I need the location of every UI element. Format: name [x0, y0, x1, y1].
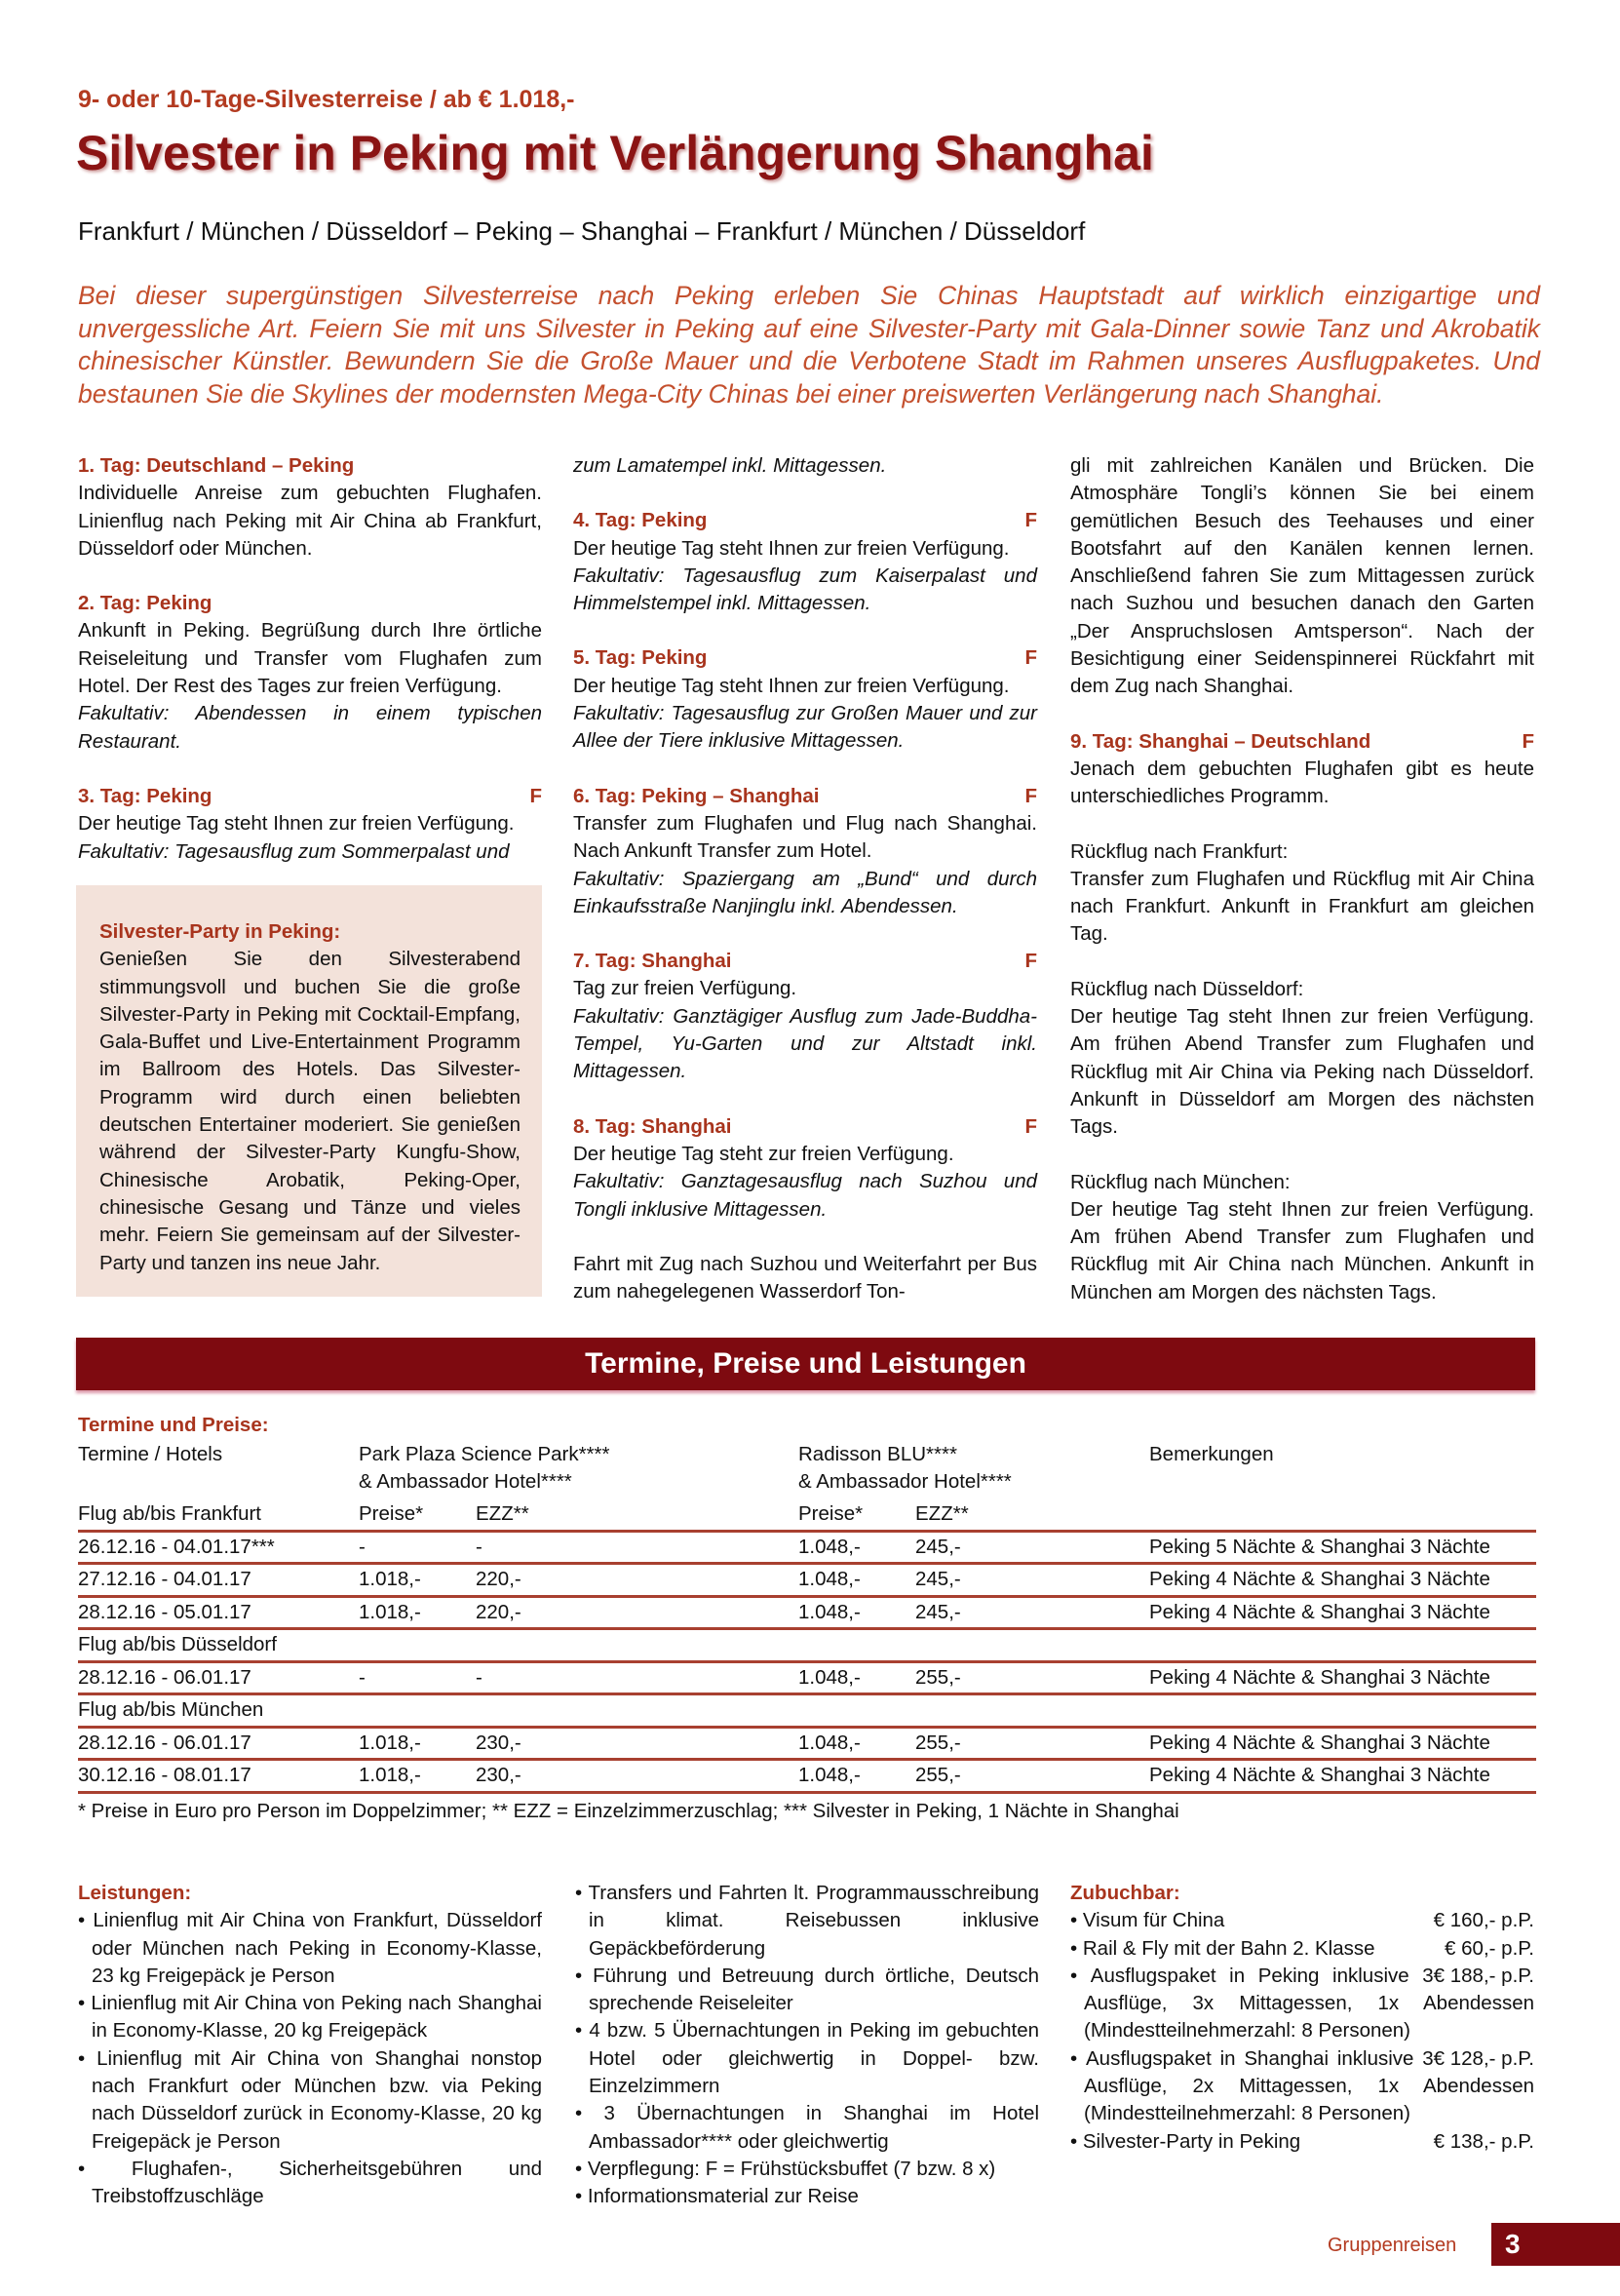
list-item: • Linienflug mit Air China von Peking nach Shanghai in Economy-Klasse, 20 kg Freigepäck [78, 1990, 542, 2045]
section-banner: Termine, Preise und Leistungen [76, 1338, 1535, 1390]
meal-code: F [1024, 950, 1037, 973]
meal-code: F [1522, 729, 1534, 753]
paragraph: Der heutige Tag steht Ihnen zur freien Verfügung. Am frühen Abend Transfer zum Flughafen und Rückflug mit Air China nach München. Ankunft in München am Morgen des nächsten Tags. [1070, 1197, 1534, 1304]
day-heading [573, 1113, 1037, 1141]
meal-code: F [1024, 646, 1037, 670]
table-row [78, 1729, 1536, 1762]
day-title: 6. Tag: Peking – Shanghai [573, 784, 820, 807]
price-table [78, 1414, 1536, 1794]
table-cell: 245,- [915, 1568, 961, 1591]
spacer [573, 920, 1037, 948]
table-cell: 255,- [915, 1764, 961, 1787]
paragraph: Jenach dem gebuchten Flughafen gibt es heute unterschiedliches Programm. [1070, 757, 1534, 808]
party-box-title: Silvester-Party in Peking: [99, 920, 341, 943]
zubuchbar-list [1070, 1907, 1534, 2156]
day-heading [1070, 728, 1534, 756]
paragraph: Fahrt mit Zug nach Suzhou und Weiterfahrt per Bus zum nahegelegenen Wasserdorf Ton- [573, 1252, 1037, 1304]
table-row [78, 1533, 1536, 1566]
table-cell: 27.12.16 - 04.01.17 [78, 1568, 251, 1591]
day-heading [78, 452, 542, 480]
party-box-text: Genießen Sie den Silvesterabend stimmungsvoll und buchen Sie die große Silvester-Party in Peking mit Cocktail-Empfang, Gala-Buffet und Live-Entertainment Programm im Ballroom des Hotels. Das Silvester-Programm wird durch einen beliebten deutschen Entertainer moderiert. Sie genießen während der Silvester-Party Kungfu-Show, Chinesische Arobatik, Peking-Oper, chinesische Gesang und Tänze und vieles mehr. Feiern Sie gemeinsam auf der Silvester-Party und tanzen ins neue Jahr. [99, 948, 521, 1274]
spacer [573, 756, 1037, 783]
day-title: 5. Tag: Peking [573, 646, 708, 670]
meal-code: F [1024, 784, 1037, 807]
list-item: • 4 bzw. 5 Übernachtungen in Peking im gebuchten Hotel oder gleichwertig in Doppel- bzw. Einzelzimmern [575, 2017, 1039, 2100]
list-item: • Informationsmaterial zur Reise [575, 2183, 1039, 2210]
optional-excursion: Fakultativ: Abendessen in einem typischen Restaurant. [78, 702, 542, 753]
party-box [76, 885, 542, 1297]
addon-item [1070, 1907, 1534, 1934]
paragraph: Rückflug nach Frankfurt: [1070, 839, 1289, 863]
list-item: • 3 Übernachtungen in Shanghai im Hotel Ambassador**** oder gleichwertig [575, 2100, 1039, 2156]
table-cell: 220,- [476, 1600, 521, 1623]
page-number: 3 [1491, 2223, 1620, 2266]
day-heading [573, 644, 1037, 672]
list-item: • Transfers und Fahrten lt. Programmausschreibung in klimat. Reisebussen inklusive Gepäckbeförderung [575, 1880, 1039, 1963]
paragraph: Individuelle Anreise zum gebuchten Flughafen. Linienflug nach Peking mit Air China ab Frankfurt, Düsseldorf oder München. [78, 482, 542, 560]
leistungen-title: Leistungen: [78, 1882, 192, 1904]
optional-excursion: zum Lamatempel inkl. Mittagessen. [573, 454, 887, 477]
paragraph: Der heutige Tag steht Ihnen zur freien Verfügung. [573, 536, 1010, 560]
addon-item [1070, 2045, 1534, 2128]
day-title: 1. Tag: Deutschland – Peking [78, 454, 355, 477]
day-title: 4. Tag: Peking [573, 509, 708, 532]
table-cell: Peking 4 Nächte & Shanghai 3 Nächte [1149, 1764, 1490, 1787]
table-row [78, 1695, 1536, 1729]
optional-excursion: Fakultativ: Tagesausflug zum Kaiserpalast und Himmelstempel inkl. Mittagessen. [573, 564, 1037, 615]
paragraph: Transfer zum Flughafen und Rückflug mit Air China nach Frankfurt. Ankunft in Frankfurt am gleichen Tag. [1070, 867, 1534, 946]
addon-item [1070, 1963, 1534, 2045]
day-heading [78, 590, 542, 617]
day-heading [573, 783, 1037, 810]
table-cell: 1.048,- [798, 1764, 861, 1787]
table-header [78, 1441, 1536, 1499]
subheader-cell: EZZ** [476, 1502, 529, 1526]
zubuchbar-title: Zubuchbar: [1070, 1882, 1180, 1904]
addon-text: Ausflugspaket in Shanghai inklusive 3 Ausflüge, 2x Mittagessen, 1x Abendessen (Mindestteilnehmerzahl: 8 Personen) [1084, 2046, 1534, 2125]
page-title: Silvester in Peking mit Verlängerung Shanghai [76, 126, 1154, 180]
group-label: Flug ab/bis Düsseldorf [78, 1633, 277, 1656]
table-row [78, 1630, 1536, 1663]
kicker: 9- oder 10-Tage-Silvesterreise / ab € 1.018,- [78, 86, 575, 113]
day-title: 2. Tag: Peking [78, 592, 212, 615]
table-cell: Peking 4 Nächte & Shanghai 3 Nächte [1149, 1600, 1490, 1623]
paragraph: gli mit zahlreichen Kanälen und Brücken. Die Atmosphäre Tongli’s können Sie bei einem gemütlichen Besuch des Teehauses und einer Bootsfahrt auf den Kanälen kennen lernen. Anschließend fahren Sie zum Mittagessen zurück nach Suzhou und besuchen danach den Garten „Der Anspruchslosen Amtsperson“. Nach der Besichtigung einer Seidenspinnerei Rückfahrt mit dem Zug nach Shanghai. [1070, 454, 1534, 698]
header-cell: Termine / Hotels [78, 1443, 223, 1465]
meal-code: F [1024, 509, 1037, 532]
optional-excursion: Fakultativ: Spaziergang am „Bund“ und durch Einkaufsstraße Nanjinglu inkl. Abendessen. [573, 867, 1037, 917]
optional-excursion: Fakultativ: Ganztägiger Ausflug zum Jade-Buddha-Tempel, Yu-Garten und zur Altstadt inkl. Mittagessen. [573, 1004, 1037, 1083]
addon-text: Visum für China [1082, 1909, 1225, 1932]
table-cell: 30.12.16 - 08.01.17 [78, 1764, 251, 1787]
table-cell: 230,- [476, 1731, 521, 1754]
addon-price: • € 60,- p.P. [1445, 1936, 1534, 1960]
day-heading [573, 507, 1037, 534]
table-cell: - [359, 1535, 366, 1558]
list-item: • Flughafen-, Sicherheitsgebühren und Treibstoffzuschläge [78, 2156, 542, 2211]
paragraph: Der heutige Tag steht Ihnen zur freien Verfügung. [78, 812, 515, 836]
addon-text: Ausflugspaket in Peking inklusive 3 Ausflüge, 3x Mittagessen, 1x Abendessen (Mindestteilnehmerzahl: 8 Personen) [1084, 1964, 1534, 2043]
header-cell: Radisson BLU**** & Ambassador Hotel**** [798, 1443, 1012, 1493]
table-cell: - [476, 1535, 482, 1558]
day-title: 3. Tag: Peking [78, 784, 212, 807]
paragraph: Der heutige Tag steht zur freien Verfügung. [573, 1142, 954, 1165]
meal-code: F [529, 784, 542, 807]
day-heading [78, 783, 542, 810]
addon-text: Silvester-Party in Peking [1082, 2129, 1301, 2153]
header-cell: Bemerkungen [1149, 1443, 1274, 1465]
spacer [573, 1086, 1037, 1113]
paragraph: Der heutige Tag steht Ihnen zur freien Verfügung. [573, 674, 1010, 697]
subheader-cell: Preise* [798, 1502, 864, 1526]
spacer [1070, 811, 1534, 838]
table-cell: 255,- [915, 1731, 961, 1754]
spacer [573, 617, 1037, 644]
table-row [78, 1565, 1536, 1598]
table-row [78, 1663, 1536, 1696]
leistungen-column [78, 1880, 542, 2211]
list-item: • Linienflug mit Air China von Shanghai nonstop nach Frankfurt oder München bzw. via Peking nach Düsseldorf zurück in Economy-Klasse, 20 kg Freigepäck je Person [78, 2045, 542, 2156]
table-cell: 1.018,- [359, 1731, 421, 1754]
table-cell: Peking 4 Nächte & Shanghai 3 Nächte [1149, 1568, 1490, 1591]
list-item: • Verpflegung: F = Frühstücksbuffet (7 bzw. 8 x) [575, 2156, 1039, 2183]
table-cell: Peking 4 Nächte & Shanghai 3 Nächte [1149, 1731, 1490, 1754]
addon-text: Rail & Fly mit der Bahn 2. Klasse [1082, 1936, 1375, 1960]
intro: Bei dieser supergünstigen Silvesterreise nach Peking erleben Sie Chinas Hauptstadt auf wirklich einzigartige und unvergessliche Art. Feiern Sie mit uns Silvester in Peking auf eine Silvester-Party mit Gala-Dinner sowie Tanz und Akrobatik chinesischer Künstler. Bewundern Sie die Große Mauer und die Verbotene Stadt im Rahmen unseres Ausflugpaketes. Und bestaunen Sie die Skylines der modernsten Mega-City Chinas bei einer preiswerten Verlängerung nach Shanghai. [78, 281, 1540, 409]
day-title: 9. Tag: Shanghai – Deutschland [1070, 729, 1371, 753]
table-row [78, 1598, 1536, 1631]
spacer [78, 563, 542, 590]
day-title: 7. Tag: Shanghai [573, 950, 732, 973]
route: Frankfurt / München / Düsseldorf – Peking – Shanghai – Frankfurt / München / Düsseldorf [78, 216, 1086, 246]
leistungen-list-2 [575, 1880, 1039, 2211]
table-cell: 220,- [476, 1568, 521, 1591]
itinerary-column-1 [78, 452, 542, 866]
table-row [78, 1761, 1536, 1794]
table-cell: Peking 4 Nächte & Shanghai 3 Nächte [1149, 1665, 1490, 1689]
table-cell: 245,- [915, 1535, 961, 1558]
table-cell: - [359, 1665, 366, 1689]
paragraph: Tag zur freien Verfügung. [573, 977, 797, 1000]
spacer [1070, 701, 1534, 728]
paragraph: Rückflug nach Düsseldorf: [1070, 977, 1304, 1000]
paragraph: Ankunft in Peking. Begrüßung durch Ihre örtliche Reiseleitung und Transfer vom Flughafen zum Hotel. Der Rest des Tages zur freien Verfügung. [78, 619, 542, 698]
spacer [1070, 949, 1534, 976]
addon-item [1070, 1935, 1534, 1963]
list-item: • Linienflug mit Air China von Frankfurt, Düsseldorf oder München nach Peking in Economy-Klasse, 23 kg Freigepäck je Person [78, 1907, 542, 1990]
group-label: Flug ab/bis Frankfurt [78, 1502, 261, 1526]
table-cell: 26.12.16 - 04.01.17*** [78, 1535, 275, 1558]
addon-price: • € 160,- p.P. [1433, 1909, 1534, 1932]
table-cell: 1.018,- [359, 1764, 421, 1787]
itinerary-column-2 [573, 452, 1037, 1305]
list-item: • Führung und Betreuung durch örtliche, Deutsch sprechende Reiseleiter [575, 1963, 1039, 2018]
leistungen-list [78, 1907, 542, 2210]
leistungen-column-2 [575, 1880, 1039, 2211]
footer-label: Gruppenreisen [1328, 2235, 1457, 2256]
table-cell: 1.048,- [798, 1665, 861, 1689]
subheader-cell: EZZ** [915, 1502, 969, 1526]
optional-excursion: Fakultativ: Tagesausflug zur Großen Mauer und zur Allee der Tiere inklusive Mittagessen. [573, 702, 1037, 753]
table-cell: 1.048,- [798, 1731, 861, 1754]
paragraph: Der heutige Tag steht Ihnen zur freien Verfügung. Am frühen Abend Transfer zum Flughafen und Rückflug mit Air China via Peking nach Düsseldorf. Ankunft in Düsseldorf am Morgen des nächsten Tags. [1070, 1005, 1534, 1139]
addon-price: • € 188,- p.P. [1433, 1964, 1534, 1987]
table-cell: 28.12.16 - 06.01.17 [78, 1665, 251, 1689]
table-cell: - [476, 1665, 482, 1689]
table-title: Termine und Preise: [78, 1414, 269, 1436]
spacer [573, 480, 1037, 507]
table-footnote: * Preise in Euro pro Person im Doppelzimmer; ** EZZ = Einzelzimmerzuschlag; *** Silvester in Peking, 1 Nächte in Shanghai [78, 1800, 1179, 1822]
subheader-cell: Preise* [359, 1502, 424, 1526]
spacer [1070, 1142, 1534, 1169]
optional-excursion: Fakultativ: Ganztagesausflug nach Suzhou und Tongli inklusive Mittagessen. [573, 1170, 1037, 1221]
table-cell: 1.048,- [798, 1568, 861, 1591]
table-cell: Peking 5 Nächte & Shanghai 3 Nächte [1149, 1535, 1490, 1558]
day-title: 8. Tag: Shanghai [573, 1114, 732, 1138]
table-cell: 28.12.16 - 05.01.17 [78, 1600, 251, 1623]
table-cell: 230,- [476, 1764, 521, 1787]
addon-price: • € 128,- p.P. [1433, 2046, 1534, 2070]
addon-price: • € 138,- p.P. [1433, 2129, 1534, 2153]
itinerary-column-3 [1070, 452, 1534, 1306]
table-cell: 1.048,- [798, 1535, 861, 1558]
table-body [78, 1441, 1536, 1794]
table-row [78, 1499, 1536, 1533]
group-label: Flug ab/bis München [78, 1698, 264, 1722]
table-cell: 1.048,- [798, 1600, 861, 1623]
zubuchbar-column [1070, 1880, 1534, 2156]
paragraph: Transfer zum Flughafen und Flug nach Shanghai. Nach Ankunft Transfer zum Hotel. [573, 811, 1037, 863]
table-cell: 28.12.16 - 06.01.17 [78, 1731, 251, 1754]
paragraph: Rückflug nach München: [1070, 1170, 1291, 1193]
table-cell: 1.018,- [359, 1600, 421, 1623]
table-cell: 1.018,- [359, 1568, 421, 1591]
table-cell: 255,- [915, 1665, 961, 1689]
meal-code: F [1024, 1114, 1037, 1138]
spacer [573, 1224, 1037, 1251]
day-heading [573, 948, 1037, 975]
optional-excursion: Fakultativ: Tagesausflug zum Sommerpalast und [78, 839, 510, 863]
addon-item [1070, 2128, 1534, 2156]
header-cell: Park Plaza Science Park**** & Ambassador Hotel**** [359, 1443, 610, 1493]
table-cell: 245,- [915, 1600, 961, 1623]
spacer [78, 756, 542, 783]
